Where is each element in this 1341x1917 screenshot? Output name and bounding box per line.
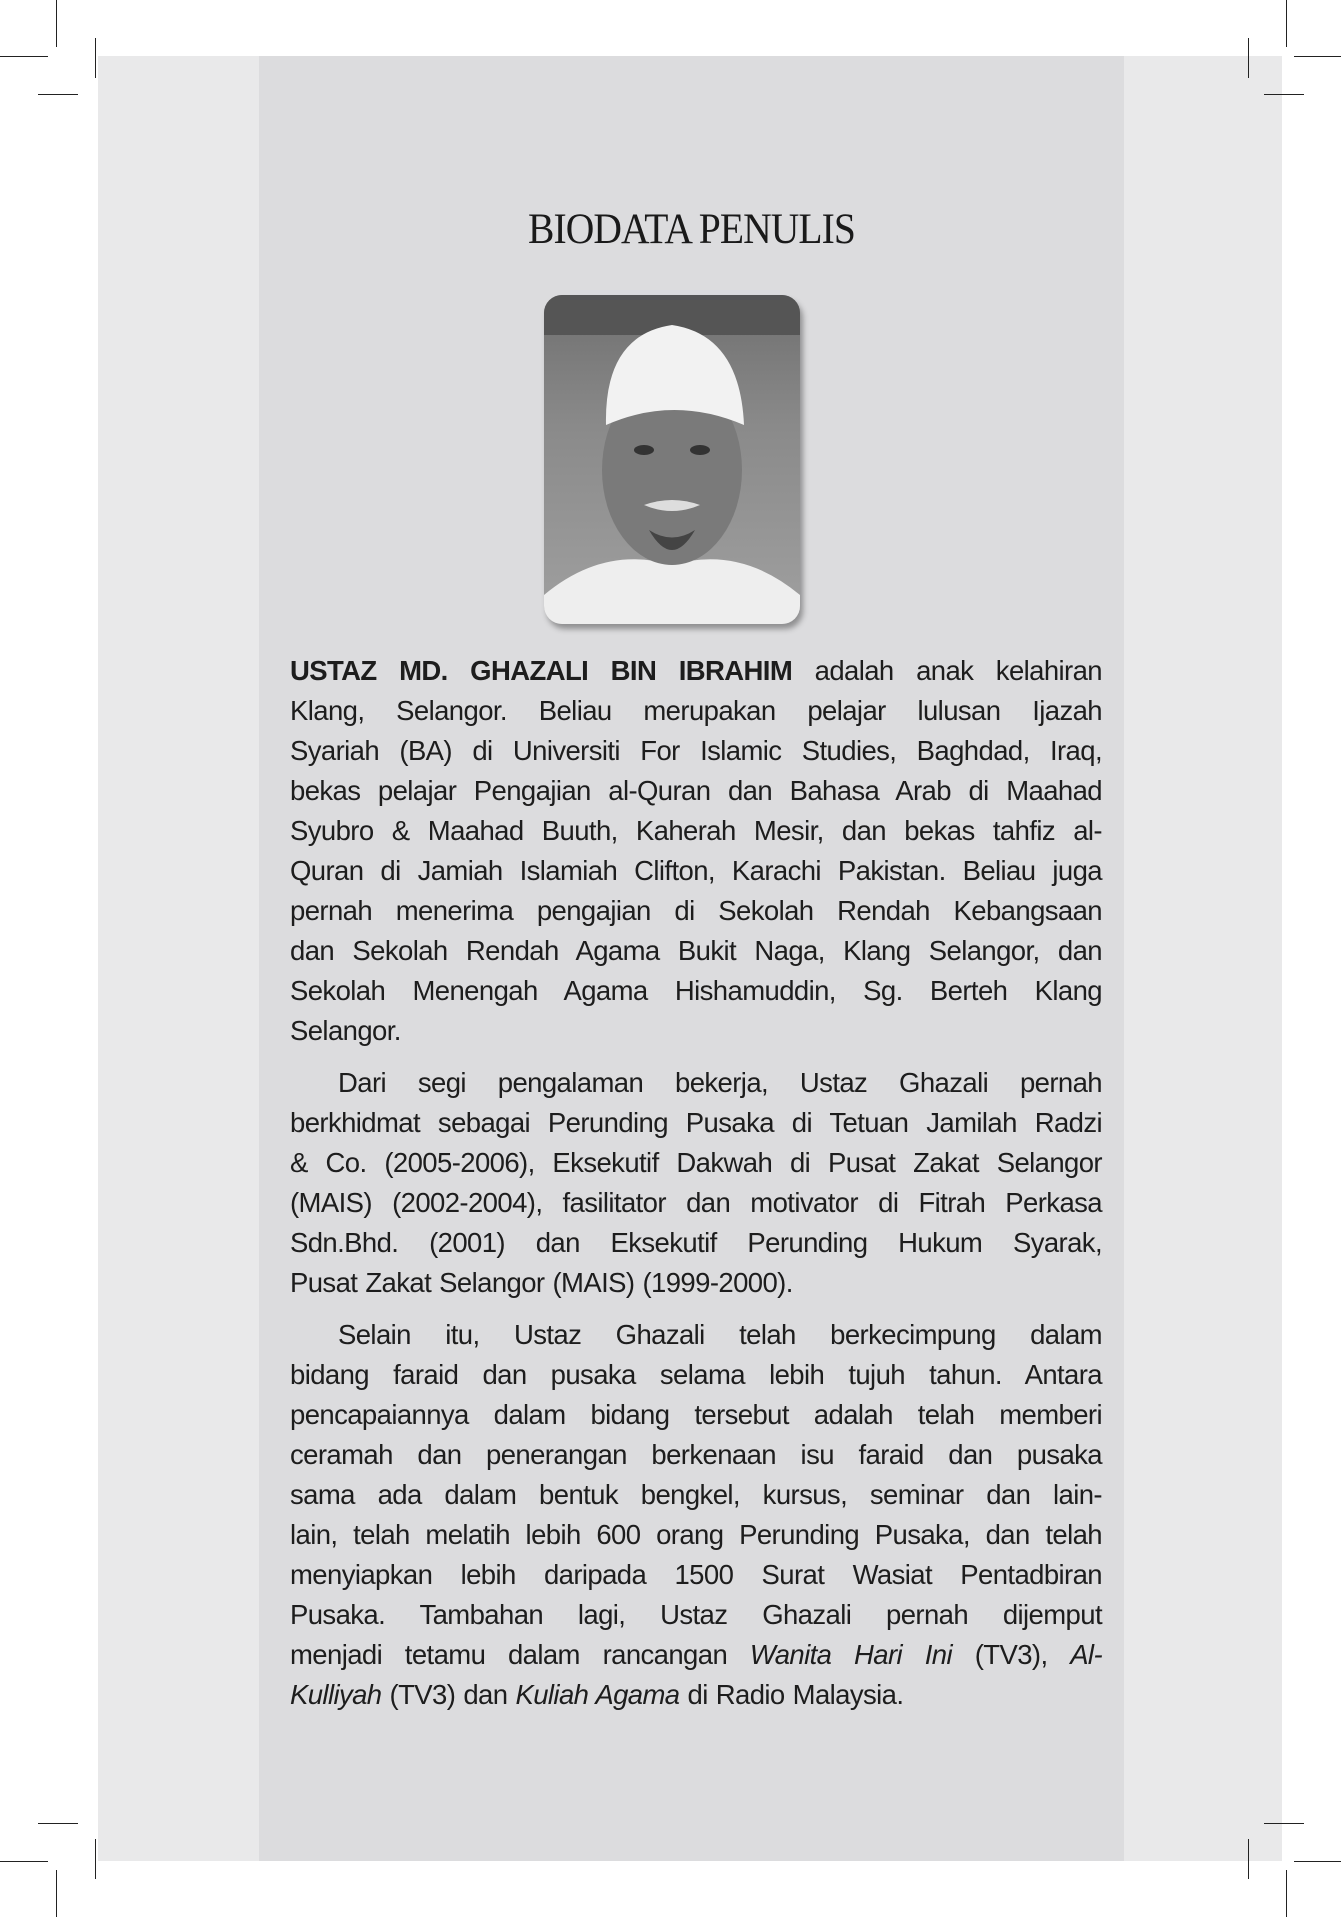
- crop-mark: [1248, 1839, 1249, 1879]
- program-title: Wanita Hari Ini: [749, 1639, 952, 1670]
- crop-mark: [1264, 1823, 1304, 1824]
- text-segment: Sdn.Bhd. (2001) dan Eksekutif Perunding Hukum Syarak,: [290, 1227, 1102, 1258]
- text-line: [290, 1063, 1102, 1103]
- text-line: [290, 1675, 1102, 1715]
- crop-mark: [1294, 56, 1341, 57]
- text-line: [290, 1011, 1102, 1051]
- text-segment: pernah menerima pengajian di Sekolah Rendah Kebangsaan: [290, 895, 1102, 926]
- text-line: [290, 771, 1102, 811]
- text-segment: berkhidmat sebagai Perunding Pusaka di Tetuan Jamilah Radzi: [290, 1107, 1102, 1138]
- crop-mark: [1286, 1870, 1287, 1917]
- text-segment: lain, telah melatih lebih 600 orang Perunding Pusaka, dan telah: [290, 1519, 1102, 1550]
- text-segment: Syubro & Maahad Buuth, Kaherah Mesir, dan bekas tahfiz al-: [290, 815, 1102, 846]
- text-line: [290, 1395, 1102, 1435]
- text-segment: menjadi tetamu dalam rancangan: [290, 1639, 750, 1670]
- text-segment: adalah anak kelahiran: [792, 655, 1102, 686]
- biography-text: [290, 651, 1102, 1727]
- text-segment: Dari segi pengalaman bekerja, Ustaz Ghazali pernah: [338, 1067, 1102, 1098]
- text-line: [290, 1223, 1102, 1263]
- text-line: [290, 1635, 1102, 1675]
- text-line: [290, 811, 1102, 851]
- text-line: [290, 691, 1102, 731]
- text-line: [290, 931, 1102, 971]
- bio-paragraph: [290, 1063, 1102, 1303]
- bio-paragraph: [290, 651, 1102, 1051]
- crop-mark: [1294, 1861, 1341, 1862]
- text-segment: bidang faraid dan pusaka selama lebih tujuh tahun. Antara: [290, 1359, 1102, 1390]
- text-line: [290, 731, 1102, 771]
- text-line: [290, 971, 1102, 1011]
- crop-mark: [56, 1870, 57, 1917]
- text-line: [290, 1435, 1102, 1475]
- text-line: [290, 1315, 1102, 1355]
- text-segment: Sekolah Menengah Agama Hishamuddin, Sg. Berteh Klang: [290, 975, 1102, 1006]
- bio-paragraph: [290, 1315, 1102, 1715]
- text-line: [290, 1263, 1102, 1303]
- text-line: [290, 891, 1102, 931]
- text-segment: Pusat Zakat Selangor (MAIS) (1999-2000).: [290, 1267, 793, 1298]
- crop-mark: [95, 1839, 96, 1879]
- text-segment: Selangor.: [290, 1015, 401, 1046]
- crop-mark: [38, 1823, 78, 1824]
- text-line: [290, 1355, 1102, 1395]
- text-segment: Klang, Selangor. Beliau merupakan pelajar lulusan Ijazah: [290, 695, 1102, 726]
- portrait-image: [544, 295, 800, 624]
- crop-mark: [0, 56, 48, 57]
- text-segment: & Co. (2005-2006), Eksekutif Dakwah di Pusat Zakat Selangor: [290, 1147, 1102, 1178]
- text-segment: pencapaiannya dalam bidang tersebut adalah telah memberi: [290, 1399, 1102, 1430]
- crop-mark: [95, 38, 96, 78]
- text-segment: Quran di Jamiah Islamiah Clifton, Karachi Pakistan. Beliau juga: [290, 855, 1102, 886]
- crop-mark: [56, 0, 57, 47]
- text-segment: dan Sekolah Rendah Agama Bukit Naga, Klang Selangor, dan: [290, 935, 1102, 966]
- author-name: USTAZ MD. GHAZALI BIN IBRAHIM: [290, 655, 793, 686]
- text-line: [290, 651, 1102, 691]
- text-segment: Pusaka. Tambahan lagi, Ustaz Ghazali pernah dijemput: [290, 1599, 1102, 1630]
- text-segment: sama ada dalam bentuk bengkel, kursus, seminar dan lain-: [290, 1479, 1102, 1510]
- program-title: Al-: [1070, 1639, 1102, 1670]
- text-line: [290, 1475, 1102, 1515]
- crop-mark: [1248, 38, 1249, 78]
- text-line: [290, 1143, 1102, 1183]
- text-line: [290, 1515, 1102, 1555]
- text-segment: menyiapkan lebih daripada 1500 Surat Wasiat Pentadbiran: [290, 1559, 1102, 1590]
- text-line: [290, 1103, 1102, 1143]
- crop-mark: [0, 1861, 48, 1862]
- text-segment: Syariah (BA) di Universiti For Islamic Studies, Baghdad, Iraq,: [290, 735, 1102, 766]
- text-segment: (TV3) dan: [381, 1679, 516, 1710]
- crop-mark: [38, 94, 78, 95]
- text-line: [290, 1183, 1102, 1223]
- program-title: Kuliah Agama: [515, 1679, 680, 1710]
- text-segment: ceramah dan penerangan berkenaan isu faraid dan pusaka: [290, 1439, 1102, 1470]
- crop-mark: [1286, 0, 1287, 47]
- text-segment: di Radio Malaysia.: [679, 1679, 904, 1710]
- text-segment: Selain itu, Ustaz Ghazali telah berkecimpung dalam: [338, 1319, 1102, 1350]
- text-line: [290, 851, 1102, 891]
- author-photo: [544, 295, 800, 624]
- crop-mark: [1264, 94, 1304, 95]
- text-line: [290, 1555, 1102, 1595]
- page-title: BIODATA PENULIS: [527, 206, 856, 253]
- text-segment: (MAIS) (2002-2004), fasilitator dan motivator di Fitrah Perkasa: [290, 1187, 1102, 1218]
- text-segment: (TV3),: [952, 1639, 1071, 1670]
- text-line: [290, 1595, 1102, 1635]
- text-segment: bekas pelajar Pengajian al-Quran dan Bahasa Arab di Maahad: [290, 775, 1102, 806]
- program-title: Kulliyah: [290, 1679, 382, 1710]
